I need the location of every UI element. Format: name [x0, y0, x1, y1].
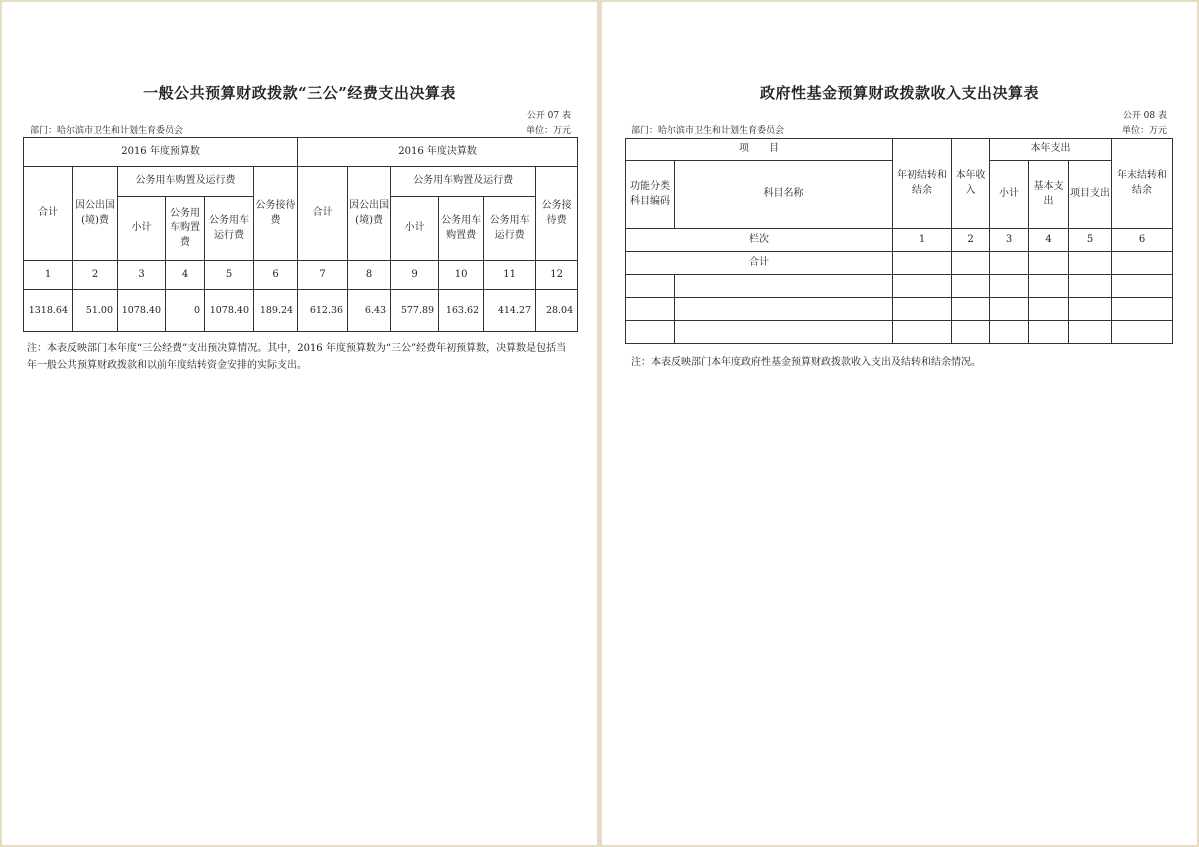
- income-header: 本年收入: [952, 139, 990, 229]
- col-number: 2: [73, 261, 118, 290]
- table-cell: [1029, 275, 1069, 298]
- budget-purchase-header: 公务用车购置费: [166, 197, 205, 261]
- final-total-header: 合计: [298, 167, 348, 261]
- table-cell: [893, 298, 952, 321]
- column-number-row: [24, 261, 578, 290]
- table-cell: [990, 298, 1029, 321]
- closing-balance-header: 年末结转和结余: [1112, 139, 1173, 229]
- col-number: 3: [990, 229, 1029, 252]
- table-cell: [1069, 252, 1112, 275]
- table-cell: [1069, 298, 1112, 321]
- table-cell: [952, 298, 990, 321]
- item-header: 项 目: [626, 139, 893, 161]
- budget-vehicle-header: 公务用车购置及运行费: [118, 167, 254, 197]
- table-cell: [952, 275, 990, 298]
- col-number: 10: [439, 261, 484, 290]
- col-number: 12: [536, 261, 578, 290]
- basic-expense-header: 基本支出: [1029, 161, 1069, 229]
- table-cell: [675, 275, 893, 298]
- col-number: 5: [1069, 229, 1112, 252]
- value-cell: 51.00: [73, 290, 118, 332]
- right-page: [602, 2, 1197, 845]
- table-cell: [675, 321, 893, 344]
- col-number: 6: [1112, 229, 1173, 252]
- col-number: 6: [254, 261, 298, 290]
- three-public-expense-table: [23, 137, 578, 332]
- table-row: [626, 298, 1173, 321]
- col-number: 3: [118, 261, 166, 290]
- opening-balance-header: 年初结转和结余: [893, 139, 952, 229]
- right-form-number: 公开 08 表: [1122, 111, 1167, 121]
- final-operation-header: 公务用车运行费: [484, 197, 536, 261]
- table-cell: [893, 252, 952, 275]
- table-row: [626, 321, 1173, 344]
- left-form-number: 公开 07 表: [526, 111, 571, 121]
- expense-group-header: 本年支出: [990, 139, 1112, 161]
- right-unit: 单位：万元: [1121, 126, 1167, 136]
- table-cell: [626, 275, 675, 298]
- government-fund-table: [625, 138, 1173, 344]
- col-number: 2: [952, 229, 990, 252]
- table-header-row-1: [626, 139, 1173, 161]
- left-title: 一般公共预算财政拨款“三公”经费支出决算表: [143, 84, 456, 102]
- col-number: 11: [484, 261, 536, 290]
- final-abroad-header: 因公出国(境)费: [348, 167, 391, 261]
- right-department: 部门：哈尔滨市卫生和计划生育委员会: [631, 126, 785, 136]
- right-note: 注：本表反映部门本年度政府性基金预算财政拨款收入支出及结转和结余情况。: [631, 357, 981, 368]
- value-cell: 577.89: [391, 290, 439, 332]
- value-cell: 1318.64: [24, 290, 73, 332]
- col-number: 7: [298, 261, 348, 290]
- column-number-row: [626, 229, 1173, 252]
- budget-reception-header: 公务接待费: [254, 167, 298, 261]
- subject-name-header: 科目名称: [675, 161, 893, 229]
- budget-subtotal-header: 小计: [118, 197, 166, 261]
- table-cell: [990, 252, 1029, 275]
- total-label: 合计: [626, 252, 893, 275]
- col-number: 1: [893, 229, 952, 252]
- budget-total-header: 合计: [24, 167, 73, 261]
- left-note: 注：本表反映部门本年度“三公经费”支出预决算情况。其中，2016 年度预算数为“三公”经费年初预算数，决算数是包括当年一般公共预算财政拨款和以前年度结转资金安排的实际支出。: [27, 343, 567, 371]
- budget-abroad-header: 因公出国(境)费: [73, 167, 118, 261]
- table-cell: [626, 298, 675, 321]
- budget-header: 2016 年度预算数: [24, 138, 298, 167]
- table-header-row-1: [24, 138, 578, 167]
- col-number: 4: [1029, 229, 1069, 252]
- table-cell: [990, 275, 1029, 298]
- expense-subtotal-header: 小计: [990, 161, 1029, 229]
- value-cell: 414.27: [484, 290, 536, 332]
- table-cell: [1112, 252, 1173, 275]
- value-cell: 6.43: [348, 290, 391, 332]
- table-cell: [1029, 298, 1069, 321]
- table-cell: [952, 252, 990, 275]
- table-cell: [1112, 298, 1173, 321]
- table-cell: [626, 321, 675, 344]
- total-row: [626, 252, 1173, 275]
- row-order-label: 栏次: [626, 229, 893, 252]
- left-page: [2, 2, 597, 845]
- table-row: [626, 275, 1173, 298]
- table-cell: [990, 321, 1029, 344]
- final-vehicle-header: 公务用车购置及运行费: [391, 167, 536, 197]
- value-cell: 163.62: [439, 290, 484, 332]
- col-number: 5: [205, 261, 254, 290]
- table-row: [24, 290, 578, 332]
- table-cell: [1069, 275, 1112, 298]
- col-number: 8: [348, 261, 391, 290]
- final-purchase-header: 公务用车购置费: [439, 197, 484, 261]
- value-cell: 28.04: [536, 290, 578, 332]
- table-cell: [1112, 275, 1173, 298]
- col-number: 4: [166, 261, 205, 290]
- value-cell: 612.36: [298, 290, 348, 332]
- table-cell: [952, 321, 990, 344]
- final-header: 2016 年度决算数: [298, 138, 578, 167]
- table-header-row-2: [24, 167, 578, 197]
- function-code-header: 功能分类科目编码: [626, 161, 675, 229]
- table-cell: [1112, 321, 1173, 344]
- final-subtotal-header: 小计: [391, 197, 439, 261]
- value-cell: 189.24: [254, 290, 298, 332]
- right-title: 政府性基金预算财政拨款收入支出决算表: [759, 84, 1039, 102]
- value-cell: 1078.40: [118, 290, 166, 332]
- left-department: 部门：哈尔滨市卫生和计划生育委员会: [30, 126, 184, 136]
- budget-operation-header: 公务用车运行费: [205, 197, 254, 261]
- table-cell: [1029, 321, 1069, 344]
- col-number: 9: [391, 261, 439, 290]
- value-cell: 0: [166, 290, 205, 332]
- value-cell: 1078.40: [205, 290, 254, 332]
- table-cell: [893, 321, 952, 344]
- left-unit: 单位：万元: [525, 126, 571, 136]
- project-expense-header: 项目支出: [1069, 161, 1112, 229]
- table-cell: [1069, 321, 1112, 344]
- col-number: 1: [24, 261, 73, 290]
- table-cell: [675, 298, 893, 321]
- table-cell: [1029, 252, 1069, 275]
- table-cell: [893, 275, 952, 298]
- final-reception-header: 公务接待费: [536, 167, 578, 261]
